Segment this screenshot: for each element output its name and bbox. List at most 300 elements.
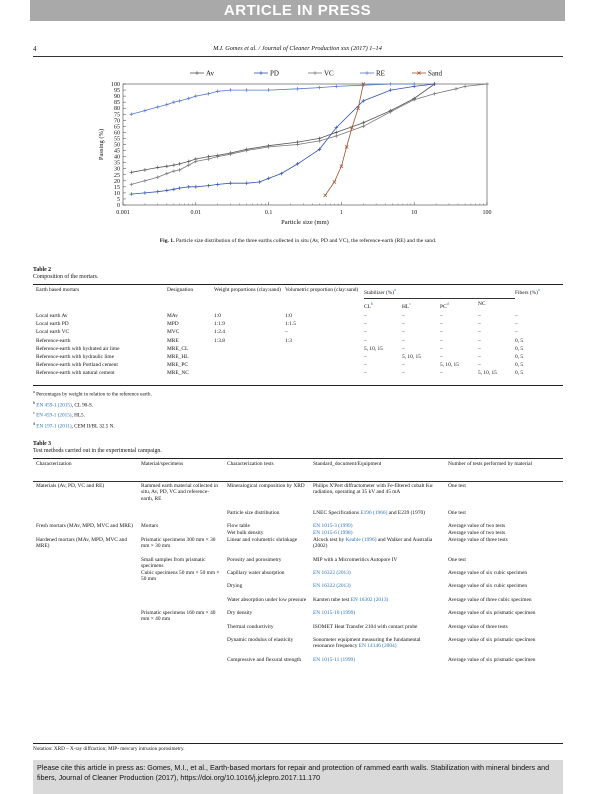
t3-standard-text: Sonometer equipment measuring the fundamental resonance frequency <box>313 637 421 650</box>
t3-cell-standard <box>313 523 448 530</box>
t2-cell-fib: – <box>515 321 518 328</box>
t2-cell-des: MRE_HL <box>167 353 189 360</box>
t3-standard-post: and E239 (1970) <box>387 510 425 516</box>
y-tick-label: 0 <box>117 203 120 209</box>
t3-cell-standard <box>313 483 448 510</box>
footnote-text-post: , CL 90-S. <box>71 402 94 409</box>
t2-cell-nc: – <box>478 362 481 369</box>
data-point <box>172 100 176 104</box>
t3-cell-standard <box>313 637 448 657</box>
data-point <box>296 143 300 147</box>
t3-row <box>36 610 558 624</box>
t3-standard-text: Philips X'Pert diffractometer with Fe-filtered cobalt Kα radiation, operating at 35 kV and 45 mA <box>313 483 433 496</box>
series-line <box>131 84 434 194</box>
data-point <box>229 88 233 92</box>
t3-standard-link[interactable]: EN 1015-10 (1999) <box>313 610 356 616</box>
data-point <box>389 82 393 86</box>
t3-standard-link[interactable]: EN 14146 (2004) <box>358 643 397 650</box>
t2-cell-des: MAv <box>167 313 178 319</box>
y-tick-label: 5 <box>117 196 120 203</box>
footnote-mark: c <box>33 410 35 416</box>
t3-row <box>36 657 558 671</box>
data-point <box>165 164 169 168</box>
t3-cell-material <box>141 530 227 537</box>
t2-cell-pc: – <box>440 345 443 352</box>
data-point <box>172 187 176 191</box>
data-point <box>334 134 338 138</box>
data-point <box>245 181 249 185</box>
table2-top-rule <box>33 284 563 285</box>
t2-cell-hl: – <box>402 337 405 344</box>
t2-cell-cl: – <box>364 353 367 360</box>
table3-title: Test methods carried out in the experimental campaign. <box>33 448 162 454</box>
y-tick-label: 20 <box>114 178 120 185</box>
y-tick-label: 35 <box>114 160 120 167</box>
data-point <box>412 82 416 86</box>
t2-cell-v <box>285 354 364 362</box>
t2-pc-sup: d <box>446 300 449 306</box>
data-point <box>165 103 169 107</box>
t2-cell-fib: 0, 5 <box>515 353 524 360</box>
t3-cell-material <box>141 637 227 657</box>
table3 <box>36 461 558 671</box>
t2-stabilizer-sup: a <box>394 287 396 292</box>
t3-row <box>36 523 558 530</box>
data-point <box>216 89 220 93</box>
t3-cell-test: Linear and volumetric shrinkage <box>227 537 298 543</box>
t3-cell-test: Water absorption under low pressure <box>227 597 307 603</box>
t2-cell-name: Local earth PD <box>36 321 69 328</box>
x-tick-label: 0.001 <box>116 210 130 216</box>
t3-cell-characterization: Materials (Av, PD, VC and RE) <box>36 483 105 489</box>
y-tick-label: 65 <box>114 124 120 131</box>
t2-row <box>36 329 558 337</box>
t2-cell-pc: – <box>440 329 443 336</box>
data-point <box>389 88 393 92</box>
t2-row <box>36 321 558 329</box>
t2-fibers-label: Fibers (%) <box>515 289 538 296</box>
figure-caption-label: Fig. 1. <box>159 238 175 244</box>
t3-cell-characterization: Fresh mortars (MAv, MPD, MVC and MRE) <box>36 523 133 529</box>
table3-label: Table 3 <box>33 441 51 447</box>
t2-header-stabilizer <box>364 287 515 298</box>
t3-cell-material: Rammed earth material collected in situ, Av, PD, VC and reference-earth, RE <box>141 483 218 502</box>
t3-cell-characterization <box>36 610 141 624</box>
t3-cell-test: Dry density <box>227 610 253 616</box>
t3-cell-characterization: Hardened mortars (MAv, MPD, MVC and MRE) <box>36 537 128 550</box>
plot-frame <box>123 84 487 205</box>
t2-cell-des: MRE_PC <box>167 362 188 369</box>
t2-cell-nc: – <box>478 337 481 344</box>
data-point <box>129 112 133 116</box>
t3-cell-count: Average value of six cubic specimen <box>448 570 528 576</box>
t3-cell-test: Dynamic modulus of elasticity <box>227 637 294 643</box>
data-point <box>156 175 160 179</box>
t3-cell-count: Average value of three tests <box>448 537 508 543</box>
t2-cell-v <box>285 362 364 370</box>
t2-cell-hl: – <box>402 329 405 336</box>
t3-cell-count: Average value of three cubic specimen <box>448 597 532 603</box>
t3-cell-test: Particle size distribution <box>227 510 280 516</box>
data-point <box>178 99 182 103</box>
footnote-mark: d <box>33 421 35 427</box>
t3-cell-test: Drying <box>227 583 243 589</box>
t2-cell-nc: – <box>478 329 481 336</box>
t2-cell-hl: 5, 10, 15 <box>402 353 421 360</box>
legend-item <box>360 70 385 78</box>
t3-cell-standard <box>313 597 448 610</box>
t3-header-tests: Characterization tests <box>227 461 274 467</box>
table3-top-rule <box>33 458 563 459</box>
t2-cell-name: Reference-earth with natural cement <box>36 370 115 377</box>
t3-cell-characterization <box>36 570 141 583</box>
data-point <box>258 180 262 184</box>
t3-cell-count: Average value of six prismatic specimen <box>448 610 536 616</box>
t3-cell-characterization <box>36 657 141 671</box>
t3-cell-count: Average value of six cubic specimen <box>448 583 528 589</box>
t2-cell-pc: – <box>440 353 443 360</box>
t2-cell-pc: – <box>440 313 443 319</box>
series-line <box>131 84 434 172</box>
t3-cell-test: Capillary water absorption <box>227 570 285 576</box>
data-point <box>178 186 182 190</box>
header-rule <box>33 56 563 57</box>
t2-cell-w <box>214 354 285 362</box>
t3-header-number: Number of tests performed by material <box>448 461 532 467</box>
data-point <box>187 185 191 189</box>
t3-cell-characterization <box>36 624 141 637</box>
t2-cell-nc: – <box>478 353 481 360</box>
table2-bottom-rule <box>33 385 563 386</box>
x-tick-label: 10 <box>411 210 418 216</box>
y-tick-label: 30 <box>114 166 120 173</box>
series-line <box>325 84 363 195</box>
t3-cell-standard <box>313 537 448 557</box>
t2-cell-cl: – <box>364 313 367 319</box>
y-tick-label: 100 <box>111 82 120 88</box>
legend-label: PD <box>270 69 279 78</box>
data-point <box>143 191 147 195</box>
t3-cell-test: Thermal conductivity <box>227 624 274 630</box>
footnote-link[interactable]: EN 197-1 (2011) <box>36 423 72 430</box>
t3-standard-link[interactable]: EN 16322 (2013) <box>313 570 351 576</box>
data-point <box>362 121 366 125</box>
t3-cell-characterization <box>36 583 141 597</box>
t2-cell-nc: – <box>478 345 481 352</box>
t2-cell-name: Local earth VC <box>36 329 70 336</box>
t2-header-pc <box>440 298 478 310</box>
series-av <box>129 82 436 174</box>
legend-label: VC <box>324 69 334 78</box>
t2-cell-des: MPD <box>167 321 179 328</box>
y-tick-label: 15 <box>114 184 120 191</box>
data-point <box>143 109 147 113</box>
t3-cell-count: Average value of six prismatic specimen <box>448 657 536 663</box>
series-line <box>131 84 414 114</box>
y-tick-label: 45 <box>114 148 120 155</box>
data-point <box>334 131 338 135</box>
data-point <box>207 92 211 96</box>
t2-cell-nc: – <box>478 321 481 328</box>
figure-caption <box>33 238 563 244</box>
t3-row <box>36 624 558 637</box>
table2-footnotes <box>33 388 152 431</box>
t2-cell-fib: 0, 5 <box>515 370 524 377</box>
data-point <box>267 177 271 181</box>
t3-cell-test: Compressive and flexural strength <box>227 657 302 663</box>
data-point <box>165 172 169 176</box>
data-point <box>178 168 182 172</box>
data-point <box>194 94 198 98</box>
x-tick-label: 0.01 <box>190 210 202 216</box>
data-point <box>187 163 191 167</box>
t3-cell-material <box>141 657 227 671</box>
t3-standard-link[interactable]: EN 1015-6 (1998) <box>313 530 353 536</box>
data-point <box>156 105 160 109</box>
data-point <box>485 82 489 86</box>
data-point <box>229 181 233 185</box>
data-point <box>129 192 133 196</box>
footnote-link[interactable]: EN 459-1 (2015) <box>36 413 72 420</box>
t2-cl-sup: b <box>370 300 373 306</box>
data-point <box>207 184 211 188</box>
legend-label: Av <box>206 69 215 78</box>
t2-cell-pc: – <box>440 370 443 377</box>
running-head: M.I. Gomes et al. / Journal of Cleaner Production xxx (2017) 1–14 <box>213 45 382 52</box>
t2-cell-pc: – <box>440 337 443 344</box>
x-tick-label: 0.1 <box>264 210 273 216</box>
data-point <box>318 86 322 90</box>
t2-fibers-sup: a <box>537 287 540 292</box>
t3-cell-characterization <box>36 557 141 570</box>
t2-cell-w <box>214 362 285 370</box>
t3-cell-material: Cubic specimens 50 mm × 50 mm × 50 mm <box>141 570 220 583</box>
t3-cell-standard <box>313 557 448 570</box>
t2-cell-name: Reference-earth with hydrated air lime <box>36 345 120 352</box>
t2-row <box>36 313 558 321</box>
t3-row <box>36 637 558 657</box>
t2-hl-label: HL <box>402 303 410 310</box>
t3-cell-standard <box>313 610 448 624</box>
legend-label: RE <box>376 69 385 78</box>
series-vc <box>129 82 488 186</box>
footnote-mark: b <box>33 399 35 405</box>
data-point <box>245 88 249 92</box>
t3-standard-link[interactable]: EN 16302 (2013) <box>350 597 389 603</box>
t3-cell-test: Flow table <box>227 523 250 529</box>
t2-cell-name: Reference-earth <box>36 337 71 344</box>
t2-stabilizer-label: Stabilizer (%) <box>364 289 395 296</box>
page-number: 4 <box>33 45 37 53</box>
t2-cell-nc: – <box>478 313 481 319</box>
t3-standard-link[interactable]: EN 1015-11 (1999) <box>313 657 356 663</box>
data-point <box>207 157 211 161</box>
t3-cell-count: Average value of two tests <box>448 523 506 529</box>
table2-title: Composition of the mortars. <box>33 274 99 280</box>
t3-header-standard: Standard_document/Equipment <box>313 461 382 467</box>
y-tick-label: 40 <box>114 154 120 161</box>
t2-cell-v: 1:1.5 <box>285 321 296 328</box>
t2-cell-name: Reference-earth with hydraulic lime <box>36 353 114 360</box>
y-tick-label: 25 <box>114 172 120 179</box>
data-point <box>454 87 458 91</box>
footnote-text: Percentages by weight in relation to the reference earth. <box>34 391 152 398</box>
table3-notation: Notation: XRD – X-ray diffraction; MIP- mercury intrusion porosimetry. <box>33 746 185 752</box>
t2-cell-w <box>214 370 285 378</box>
y-tick-label: 55 <box>114 136 120 143</box>
t3-standard-post: and Walker and Australia (2002) <box>313 537 433 550</box>
t2-cell-v: 1:0 <box>285 313 292 319</box>
t2-cell-des: MRE <box>167 337 179 344</box>
t2-header-name: Earth based mortars <box>36 287 80 293</box>
data-point <box>194 160 198 164</box>
data-point <box>324 194 327 197</box>
t2-cell-pc: – <box>440 321 443 328</box>
t2-cell-fib: 0, 5 <box>515 345 524 352</box>
t3-row <box>36 530 558 537</box>
t3-cell-standard <box>313 510 448 523</box>
t3-standard-text: LNEC Specifications <box>313 510 361 516</box>
t3-standard-link[interactable]: EN 1015-3 (1999) <box>313 523 353 529</box>
t2-cell-nc: 5, 10, 15 <box>478 370 497 377</box>
t3-standard-link[interactable]: EN 16322 (2013) <box>313 583 351 589</box>
data-point <box>267 88 271 92</box>
t2-cell-hl: – <box>402 345 405 352</box>
t2-footnote <box>33 399 152 410</box>
t3-header-material: Material/specimens <box>141 461 184 467</box>
t3-row <box>36 537 558 557</box>
y-tick-label: 50 <box>114 142 120 149</box>
t3-cell-characterization <box>36 510 141 523</box>
legend-item <box>412 70 443 78</box>
y-tick-label: 75 <box>114 112 120 119</box>
y-tick-label: 60 <box>114 130 120 137</box>
t2-cell-des: MRE_NC <box>167 370 189 377</box>
t3-cell-characterization <box>36 637 141 657</box>
series-line <box>131 84 487 184</box>
data-point <box>172 169 176 173</box>
t3-cell-standard <box>313 530 448 537</box>
t2-cell-name: Reference-earth with Portland cement <box>36 362 118 369</box>
data-point <box>296 87 300 91</box>
x-axis-label: Particle size (mm) <box>281 219 329 226</box>
t2-cell-hl: – <box>402 370 405 377</box>
data-point <box>172 163 176 167</box>
t2-cell-v <box>285 370 364 378</box>
t3-cell-material: Prismatic specimens 300 mm × 30 mm × 30 mm <box>141 537 216 550</box>
t3-cell-count: One test <box>448 483 466 489</box>
t2-pc-label: PC <box>440 303 447 310</box>
footnote-link[interactable]: EN 459-1 (2015) <box>36 402 72 409</box>
data-point <box>333 180 336 183</box>
t2-cell-w: 1:2.4 <box>214 329 225 336</box>
t2-cell-cl: – <box>364 321 367 328</box>
t3-cell-standard <box>313 570 448 583</box>
t2-cl-label: CL <box>364 303 371 310</box>
particle-size-chart <box>0 62 595 232</box>
footnote-mark: a <box>33 389 35 394</box>
t2-footnote <box>33 409 152 420</box>
t3-cell-characterization <box>36 530 141 537</box>
legend-item <box>254 70 279 78</box>
t2-cell-pc: 5, 10, 15 <box>440 362 459 369</box>
t2-cell-v: – <box>285 329 288 336</box>
t3-row <box>36 510 558 523</box>
article-in-press-banner: ARTICLE IN PRESS <box>30 0 565 21</box>
t2-header-cl <box>364 298 402 310</box>
t3-cell-standard <box>313 657 448 671</box>
t3-standard-text: ISOMET Heat Transfer 2104 with contact probe <box>313 624 418 630</box>
data-point <box>156 190 160 194</box>
t3-cell-material <box>141 624 227 637</box>
table2 <box>36 287 558 379</box>
footnote-text-post: , HL5. <box>71 413 85 420</box>
data-point <box>334 85 338 89</box>
y-tick-label: 80 <box>114 106 120 113</box>
t2-footnote <box>33 420 152 431</box>
t2-cell-hl: – <box>402 313 405 319</box>
t3-cell-material <box>141 583 227 597</box>
t3-header-characterization: Characterization <box>36 461 72 467</box>
series-pd <box>129 82 436 196</box>
t3-cell-test: Porosity and porosimetry <box>227 557 282 563</box>
t3-cell-material <box>141 510 227 523</box>
data-point <box>165 189 169 193</box>
series-sand <box>324 82 365 197</box>
t2-row <box>36 338 558 346</box>
legend-item <box>190 70 215 78</box>
t2-cell-fib: – <box>515 313 518 319</box>
t2-row <box>36 346 558 354</box>
data-point <box>178 162 182 166</box>
figure-caption-text: Particle size distribution of the three earths collected in situ (Av, PD and VC), the reference-earth (RE) and the sand. <box>174 238 437 244</box>
data-point <box>187 160 191 164</box>
table3-bottom-rule <box>33 743 563 744</box>
t2-cell-cl: – <box>364 362 367 369</box>
table2-heading <box>33 267 98 281</box>
t3-standard-link[interactable]: E196 (1966) <box>360 510 388 516</box>
t2-header-weight: Weight proportions (clay:sand) <box>214 287 281 293</box>
x-tick-label: 1 <box>339 210 343 216</box>
t3-cell-material: Small samples from prismatic specimens <box>141 557 206 570</box>
t3-cell-standard <box>313 583 448 597</box>
y-tick-label: 90 <box>114 94 120 101</box>
data-point <box>143 168 147 172</box>
t2-cell-cl: – <box>364 337 367 344</box>
t3-cell-count: One test <box>448 510 466 516</box>
t3-standard-link[interactable]: Keable (1996) <box>345 537 377 543</box>
t2-header-hl <box>402 298 440 310</box>
legend-item <box>308 70 334 78</box>
t2-cell-cl: – <box>364 370 367 377</box>
y-tick-label: 85 <box>114 100 120 107</box>
y-tick-label: 10 <box>114 190 120 197</box>
t3-row <box>36 583 558 597</box>
t3-cell-material: Mortars <box>141 523 159 529</box>
y-tick-label: 95 <box>114 88 120 95</box>
t2-cell-hl: – <box>402 362 405 369</box>
t2-footnote <box>33 388 152 399</box>
t2-cell-des: MVC <box>167 329 180 336</box>
y-tick-label: 70 <box>114 118 120 125</box>
t2-cell-w: 1:0 <box>214 313 221 319</box>
t3-cell-test: Mineralogical composition by XRD <box>227 483 305 489</box>
t3-cell-material <box>141 597 227 610</box>
t2-cell-v: 1:3 <box>285 337 292 344</box>
table3-header-rule <box>33 481 563 482</box>
t3-cell-count: Average value of two tests <box>448 530 506 536</box>
legend-label: Sand <box>428 69 442 78</box>
